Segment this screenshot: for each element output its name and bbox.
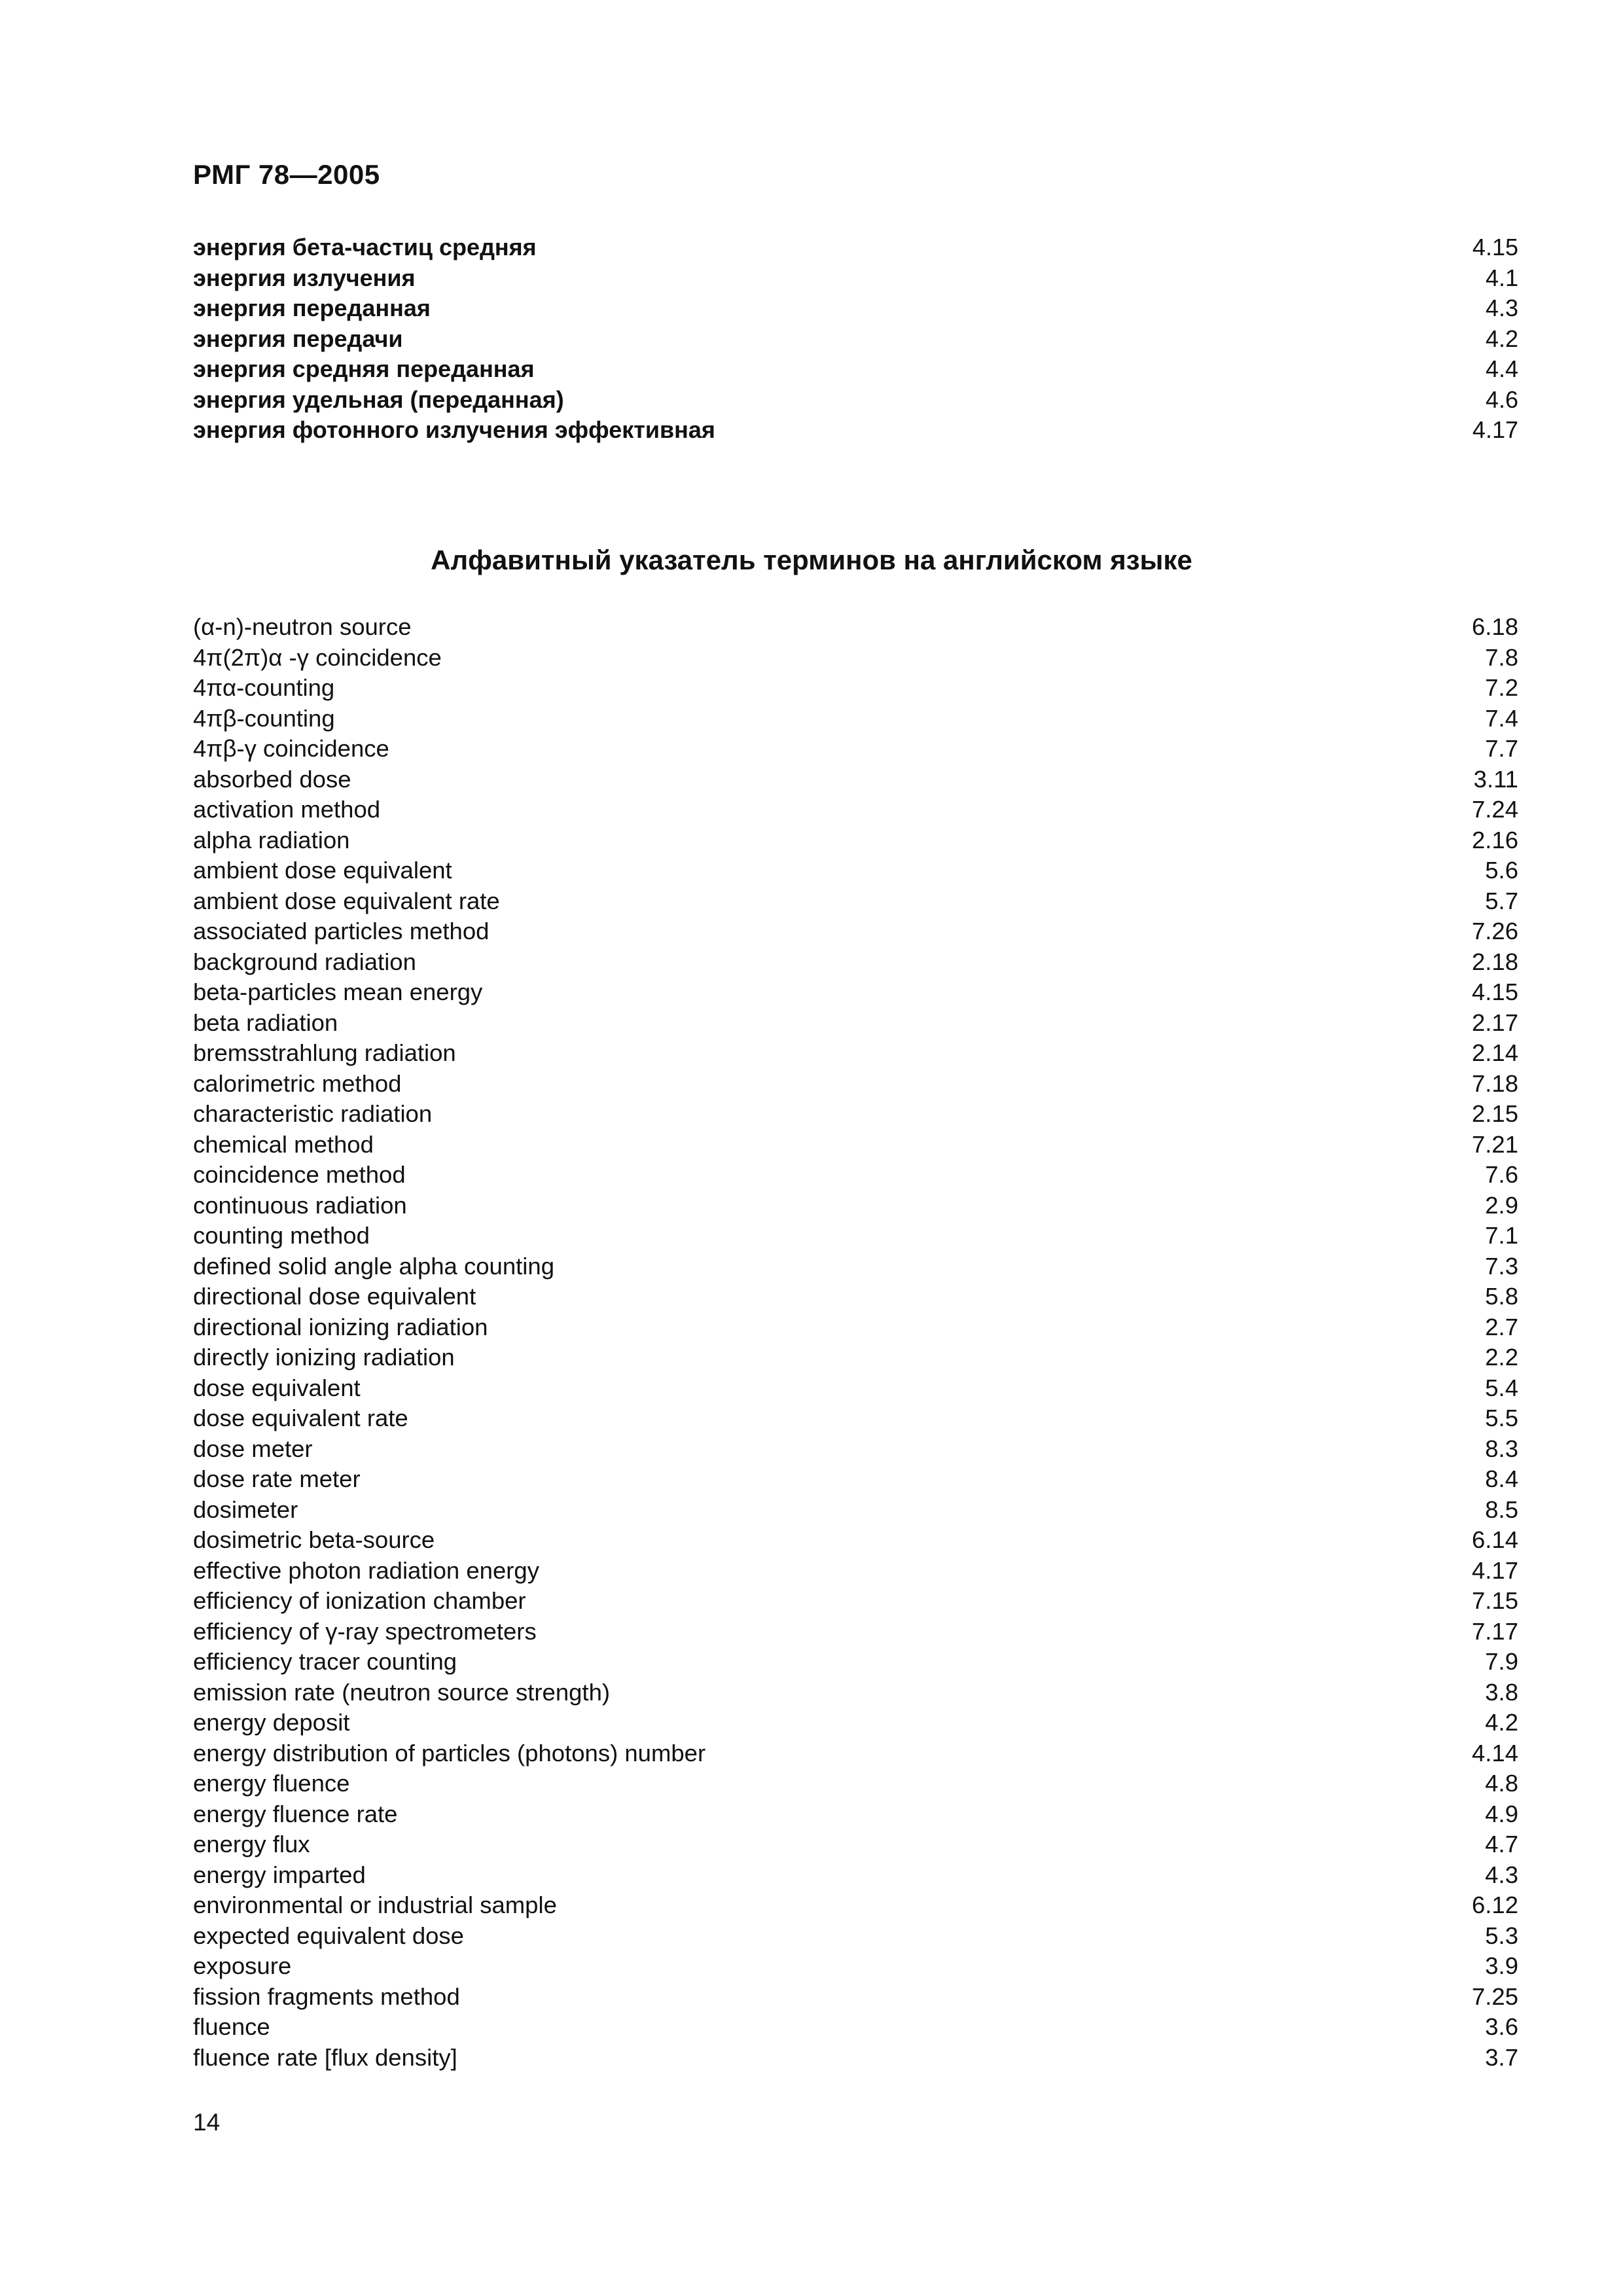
index-entry — [193, 1221, 1518, 1251]
index-term: calorimetric method — [193, 1069, 402, 1097]
index-term: continuous radiation — [193, 1191, 407, 1219]
index-entry — [193, 1647, 1518, 1677]
page-number: 14 — [193, 2109, 221, 2136]
index-term: энергия переданная — [193, 295, 431, 321]
index-term: chemical method — [193, 1130, 374, 1158]
index-entry — [193, 385, 1518, 416]
index-term: 4π(2π)α -γ coincidence — [193, 643, 442, 671]
index-entry — [193, 977, 1518, 1008]
index-reference: 5.5 — [1485, 1405, 1518, 1431]
russian-term-index — [193, 232, 1518, 446]
index-term: fission fragments method — [193, 1982, 460, 2010]
index-term: dosimeter — [193, 1496, 298, 1523]
index-entry — [193, 1708, 1518, 1738]
index-reference: 4.9 — [1485, 1800, 1518, 1827]
index-term: 4πα-counting — [193, 674, 335, 701]
index-entry — [193, 1191, 1518, 1221]
document-code: РМГ 78—2005 — [193, 159, 380, 190]
index-term: энергия фотонного излучения эффективная — [193, 416, 715, 443]
index-term: activation method — [193, 796, 381, 823]
index-entry — [193, 1829, 1518, 1860]
index-entry — [193, 1069, 1518, 1100]
index-entry — [193, 263, 1518, 294]
index-reference: 4.7 — [1485, 1831, 1518, 1857]
index-reference: 7.15 — [1471, 1587, 1518, 1614]
index-entry — [193, 1130, 1518, 1160]
index-term: directly ionizing radiation — [193, 1344, 455, 1371]
index-reference: 2.17 — [1471, 1009, 1518, 1036]
index-term: counting method — [193, 1222, 370, 1249]
index-entry — [193, 673, 1518, 704]
index-reference: 8.4 — [1485, 1465, 1518, 1492]
index-entry — [193, 1464, 1518, 1495]
index-reference: 7.3 — [1485, 1252, 1518, 1280]
index-reference: 7.17 — [1471, 1617, 1518, 1645]
index-reference: 4.4 — [1485, 355, 1518, 382]
index-reference: 3.8 — [1485, 1678, 1518, 1706]
index-term: dose equivalent — [193, 1374, 361, 1401]
index-reference: 7.9 — [1485, 1648, 1518, 1675]
index-term: dose equivalent rate — [193, 1405, 408, 1431]
english-term-index — [193, 612, 1518, 2073]
index-entry — [193, 916, 1518, 947]
index-term: effective photon radiation energy — [193, 1556, 539, 1584]
index-reference: 4.1 — [1485, 264, 1518, 291]
index-entry — [193, 734, 1518, 764]
index-term: energy fluence — [193, 1770, 350, 1797]
index-reference: 6.14 — [1471, 1526, 1518, 1553]
index-entry — [193, 795, 1518, 825]
index-term: beta radiation — [193, 1009, 338, 1036]
index-term: characteristic radiation — [193, 1100, 433, 1127]
index-entry — [193, 1799, 1518, 1830]
index-term: fluence — [193, 2013, 270, 2040]
index-entry — [193, 1403, 1518, 1434]
index-entry — [193, 612, 1518, 643]
index-term: directional dose equivalent — [193, 1283, 476, 1310]
index-term: ambient dose equivalent rate — [193, 887, 500, 914]
index-entry — [193, 1677, 1518, 1708]
index-reference: 7.1 — [1485, 1222, 1518, 1249]
index-entry — [193, 1860, 1518, 1891]
index-reference: 4.15 — [1472, 234, 1518, 260]
index-term: efficiency of ionization chamber — [193, 1587, 526, 1614]
index-reference: 7.8 — [1485, 643, 1518, 671]
index-term: ambient dose equivalent — [193, 857, 452, 884]
index-term: dose rate meter — [193, 1465, 361, 1492]
index-term: энергия удельная (переданная) — [193, 386, 564, 413]
index-reference: 5.8 — [1485, 1283, 1518, 1310]
index-entry — [193, 324, 1518, 355]
index-reference: 4.17 — [1471, 1556, 1518, 1584]
index-reference: 4.6 — [1485, 386, 1518, 413]
index-reference: 8.3 — [1485, 1435, 1518, 1462]
index-term: efficiency of γ-ray spectrometers — [193, 1617, 537, 1645]
index-entry — [193, 855, 1518, 886]
index-reference: 5.4 — [1485, 1374, 1518, 1401]
index-reference: 7.6 — [1485, 1161, 1518, 1188]
index-reference: 5.6 — [1485, 857, 1518, 884]
index-reference: 8.5 — [1485, 1496, 1518, 1523]
index-reference: 3.9 — [1485, 1952, 1518, 1979]
index-entry — [193, 1342, 1518, 1373]
index-reference: 4.17 — [1472, 416, 1518, 443]
index-term: fluence rate [flux density] — [193, 2043, 457, 2071]
index-term: energy deposit — [193, 1709, 350, 1736]
index-reference: 2.7 — [1485, 1313, 1518, 1340]
index-term: exposure — [193, 1952, 292, 1979]
index-term: energy fluence rate — [193, 1800, 398, 1827]
index-reference: 3.6 — [1485, 2013, 1518, 2040]
index-term: alpha radiation — [193, 826, 350, 853]
index-term: dose meter — [193, 1435, 313, 1462]
index-reference: 2.9 — [1485, 1191, 1518, 1219]
index-reference: 4.8 — [1485, 1770, 1518, 1797]
index-term: defined solid angle alpha counting — [193, 1252, 554, 1280]
index-entry — [193, 1434, 1518, 1465]
index-term: directional ionizing radiation — [193, 1313, 488, 1340]
index-term: энергия передачи — [193, 325, 403, 352]
index-entry — [193, 886, 1518, 917]
index-entry — [193, 1099, 1518, 1130]
index-term: beta-particles mean energy — [193, 978, 483, 1005]
index-reference: 7.21 — [1471, 1130, 1518, 1158]
index-entry — [193, 1982, 1518, 2013]
index-entry — [193, 1738, 1518, 1769]
index-term: background radiation — [193, 948, 416, 975]
index-entry — [193, 354, 1518, 385]
index-entry — [193, 232, 1518, 263]
index-reference: 2.2 — [1485, 1344, 1518, 1371]
index-reference: 7.7 — [1485, 735, 1518, 762]
index-term: energy flux — [193, 1831, 310, 1857]
index-term: energy distribution of particles (photons) number — [193, 1739, 706, 1767]
index-reference: 7.26 — [1471, 918, 1518, 944]
index-entry — [193, 415, 1518, 446]
index-term: энергия средняя переданная — [193, 355, 535, 382]
index-entry — [193, 1373, 1518, 1404]
index-reference: 2.16 — [1471, 826, 1518, 853]
index-entry — [193, 1038, 1518, 1069]
index-reference: 3.7 — [1485, 2043, 1518, 2071]
index-entry — [193, 1890, 1518, 1921]
index-reference: 4.3 — [1485, 295, 1518, 321]
index-reference: 2.14 — [1471, 1039, 1518, 1066]
index-entry — [193, 643, 1518, 673]
index-term: emission rate (neutron source strength) — [193, 1678, 611, 1706]
index-entry — [193, 1556, 1518, 1587]
index-reference: 3.11 — [1473, 765, 1518, 793]
index-term: энергия бета-частиц средняя — [193, 234, 537, 260]
index-entry — [193, 1617, 1518, 1647]
index-reference: 5.3 — [1485, 1922, 1518, 1949]
index-reference: 5.7 — [1485, 887, 1518, 914]
index-entry — [193, 1525, 1518, 1556]
index-term: dosimetric beta-source — [193, 1526, 435, 1553]
index-entry — [193, 1768, 1518, 1799]
index-term: absorbed dose — [193, 765, 351, 793]
index-entry — [193, 1282, 1518, 1312]
index-reference: 4.2 — [1485, 1709, 1518, 1736]
index-reference: 4.3 — [1485, 1861, 1518, 1888]
index-entry — [193, 1160, 1518, 1191]
index-term: энергия излучения — [193, 264, 416, 291]
index-entry — [193, 293, 1518, 324]
index-reference: 7.24 — [1471, 796, 1518, 823]
index-reference: 6.12 — [1471, 1892, 1518, 1918]
index-reference: 7.25 — [1471, 1982, 1518, 2010]
index-entry — [193, 1921, 1518, 1952]
index-term: efficiency tracer counting — [193, 1648, 457, 1675]
index-entry — [193, 1495, 1518, 1526]
index-term: (α-n)-neutron source — [193, 613, 412, 640]
index-entry — [193, 764, 1518, 795]
index-reference: 2.15 — [1471, 1100, 1518, 1127]
index-entry — [193, 1008, 1518, 1039]
index-entry — [193, 1586, 1518, 1617]
index-reference: 4.15 — [1471, 978, 1518, 1005]
index-reference: 6.18 — [1471, 613, 1518, 640]
index-term: coincidence method — [193, 1161, 406, 1188]
index-reference: 7.18 — [1471, 1069, 1518, 1097]
index-term: bremsstrahlung radiation — [193, 1039, 456, 1066]
index-reference: 4.14 — [1471, 1739, 1518, 1767]
english-index-title: Алфавитный указатель терминов на английском языке — [431, 545, 1192, 575]
index-entry — [193, 947, 1518, 978]
index-term: energy imparted — [193, 1861, 366, 1888]
index-reference: 7.2 — [1485, 674, 1518, 701]
index-term: associated particles method — [193, 918, 490, 944]
index-entry — [193, 2043, 1518, 2073]
index-term: environmental or industrial sample — [193, 1892, 557, 1918]
index-reference: 2.18 — [1471, 948, 1518, 975]
index-term: 4πβ-counting — [193, 704, 335, 732]
index-term: 4πβ-γ coincidence — [193, 735, 389, 762]
index-entry — [193, 2012, 1518, 2043]
index-entry — [193, 1312, 1518, 1343]
index-entry — [193, 1251, 1518, 1282]
index-entry — [193, 1951, 1518, 1982]
index-reference: 7.4 — [1485, 704, 1518, 732]
index-entry — [193, 704, 1518, 734]
index-term: expected equivalent dose — [193, 1922, 464, 1949]
index-reference: 4.2 — [1485, 325, 1518, 352]
index-entry — [193, 825, 1518, 856]
